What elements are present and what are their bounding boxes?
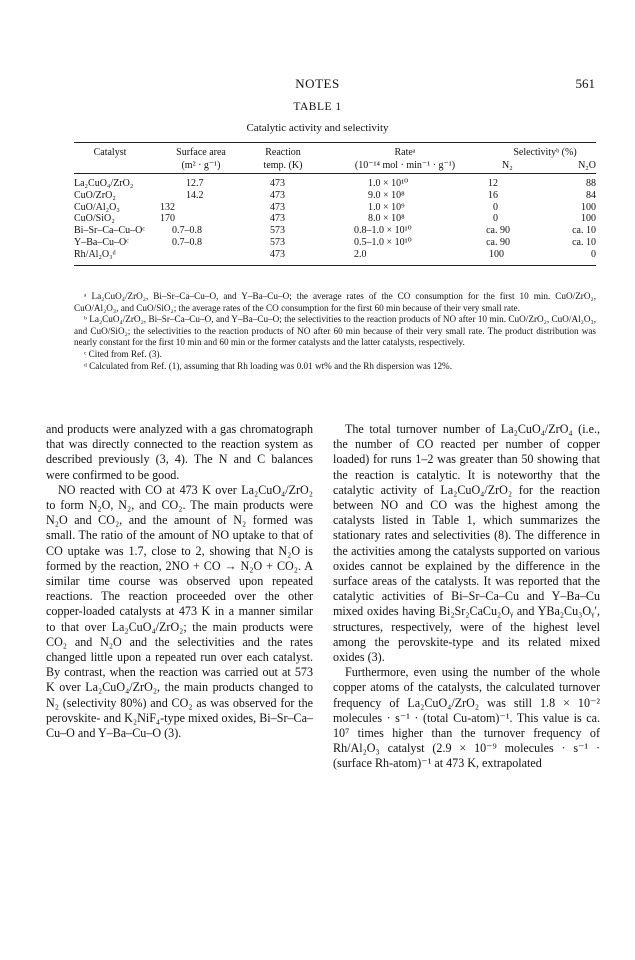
footnote-a: ᵃ La₂CuO₄/ZrO₂, Bi–Sr–Ca–Cu–O, and Y–Ba–Cu–O; the average rates of the CO consumption for the first 10 min. CuO/ZrO₂, CuO/Al₂O₃, and CuO/SiO₂; the average rates of the CO consumption for the first 60 min because of their very small rate. [74,291,596,313]
col-header-rate-unit: (10⁻¹⁴ mol · min⁻¹ · g⁻¹) [354,160,456,171]
cell-n2o: 100 [581,213,596,225]
cell-catalyst: Y–Ba–Cu–Oᶜ [74,236,129,248]
cell-surface-area: 0.7–0.8 [172,236,202,248]
cell-catalyst: CuO/SiO₂ [74,213,115,225]
table-footnotes [74,291,596,372]
cell-n2o: 88 [586,178,596,189]
cell-surface-area: 170 [160,213,175,225]
paragraph: NO reacted with CO at 473 K over La₂CuO₄/ZrO₂ to form N₂O, N₂, and CO₂. The main products were N₂O and CO₂, and the amount of N₂ formed was small. The ratio of the amount of NO uptake to that of CO uptake was 1.7, close to 2, showing that N₂O is formed by the reaction, 2NO + CO → N₂O + CO₂. A similar time course was observed upon repeated reactions. The reaction proceeded over the other copper-loaded catalysts at 473 K in a manner similar to that over La₂CuO₄/ZrO₂; the main products were CO₂ and N₂O and the selectivities and the rates changed little upon a repeated run over each catalyst. By contrast, when the reaction was carried out at 573 K over La₂CuO₄/ZrO₂, the main products changed to N₂ (selectivity 80%) and CO₂ as was observed for the perovskite- and K₂NiF₄-type mixed oxides, Bi–Sr–Ca–Cu–O and Y–Ba–Cu–O (3). [46,482,313,741]
col-header-surface-area-unit: (m² · g⁻¹) [181,160,221,171]
col-header-selectivity-label: Selectivityᵇ (%) [513,147,577,158]
cell-catalyst: Bi–Sr–Ca–Cu–Oᶜ [74,225,145,237]
data-table [74,142,596,266]
col-header-surface-area [160,146,242,172]
cell-n2o: 84 [586,189,596,201]
running-header [0,76,635,96]
col-header-rate-label: Rateᵃ [394,147,416,158]
col-header-reaction-temp-label: Reaction [265,147,301,158]
col-header-n2o: N₂O [578,160,596,171]
cell-temp: 473 [270,213,285,225]
running-title: NOTES [295,76,340,91]
cell-n2: 12 [488,178,498,189]
cell-n2: 0 [493,201,498,213]
cell-n2: 100 [489,248,504,260]
cell-temp: 473 [270,201,285,213]
cell-n2: 0 [493,213,498,225]
cell-n2o: 100 [581,201,596,213]
cell-rate: 1.0 × 10¹⁰ [368,178,409,189]
cell-catalyst: CuO/Al₂O₃ [74,201,120,213]
cell-catalyst: La₂CuO₄/ZrO₂ [74,178,134,189]
cell-catalyst: Rh/Al₂O₃ᵈ [74,248,116,260]
cell-temp: 473 [270,178,285,189]
page-number: 561 [575,76,595,91]
cell-temp: 473 [270,248,285,260]
cell-temp: 573 [270,225,285,237]
footnote-b: ᵇ La₂CuO₄/ZrO₂, Bi–Sr–Ca–Cu–O, and Y–Ba–Cu–O; the selectivities to the reaction products of NO after 10 min. CuO/ZrO₂, CuO/Al₂O₃, and CuO/SiO₂; the selectivities to the reaction products of NO after 60 min because of their very small rate. The product distribution was nearly constant for the first 10 min and 60 min or the former catalysts and the latter catalysts, respectively. [74,314,596,348]
cell-n2o: ca. 10 [572,225,596,237]
col-header-surface-area-label: Surface area [176,147,226,158]
table-row [74,190,596,202]
col-header-selectivity [494,146,596,172]
table-row [74,213,596,225]
cell-surface-area: 0.7–0.8 [172,225,202,237]
col-header-selectivity-sub [494,159,596,172]
table-row [74,202,596,214]
col-header-rate [330,146,480,172]
table-row [74,237,596,249]
col-header-catalyst-label: Catalyst [93,147,127,158]
footnote-d: ᵈ Calculated from Ref. (1), assuming that Rh loading was 0.01 wt% and the Rh dispersion was 12%. [84,360,452,371]
col-header-n2: N₂ [502,160,513,171]
table-row [74,249,596,261]
table-row [74,225,596,237]
table-header [74,143,596,173]
col-header-reaction-temp-unit: temp. (K) [263,160,303,171]
table-caption: Catalytic activity and selectivity [246,122,389,134]
cell-n2: ca. 90 [486,236,510,248]
paragraph: Furthermore, even using the number of the whole copper atoms of the catalysts, the calculated turnover frequency of La₂CuO₄/ZrO₂ was still 1.8 × 10⁻² molecules · s⁻¹ · (total Cu-atom)⁻¹. This value is ca. 10⁷ times higher than the turnover frequency of Rh/Al₂O₃ catalyst (2.9 × 10⁻⁹ molecules · s⁻¹ · (surface Rh-atom)⁻¹ at 473 K, extrapolated [333,665,600,771]
paragraph: and products were analyzed with a gas chromatograph that was directly connected to the reaction system as described previously (3, 4). The N and C balances were confirmed to be good. [46,422,313,482]
cell-temp: 473 [270,189,285,201]
paragraph: The total turnover number of La₂CuO₄/ZrO₄ (i.e., the number of CO reacted per number of copper loaded) for runs 1–2 was greater than 50 showing that the reaction is catalytic. It is noteworthy that the catalytic activity of La₂CuO₄/ZrO₂ for the reaction between NO and CO was the highest among the catalysts listed in Table 1, which summarizes the stationary rates and selectivities (8). The difference in the activities among the catalysts supported on various oxides cannot be explained by the difference in the surface areas of the catalysts. It was reported that the catalytic activities of Bi–Sr–Ca–Cu and Y–Ba–Cu mixed oxides having Bi₂Sr₂CaCu₂Oᵧ and YBa₂Cu₃Oᵧ′, structures, respectively, were of the highest level among the perovskite-type and its related mixed oxides (3). [333,422,600,665]
cell-rate: 0.5–1.0 × 10¹⁰ [354,236,412,248]
cell-rate: 9.0 × 10⁸ [368,189,405,201]
cell-n2o: ca. 10 [572,236,596,248]
table-bottom-rule [74,265,596,266]
cell-catalyst: CuO/ZrO₂ [74,189,116,201]
body-column-left [46,422,313,741]
footnote-c: ᶜ Cited from Ref. (3). [84,348,162,359]
cell-surface-area: 14.2 [186,189,204,201]
cell-surface-area: 12.7 [186,178,204,189]
table-row [74,178,596,190]
cell-surface-area: 132 [160,201,175,213]
cell-temp: 573 [270,236,285,248]
cell-rate: 8.0 × 10⁸ [368,213,405,225]
cell-rate: 2.0 [354,248,367,260]
body-column-right [333,422,600,772]
table-label: TABLE 1 [293,101,342,113]
cell-n2: ca. 90 [486,225,510,237]
col-header-catalyst [74,146,146,159]
col-header-reaction-temp [248,146,318,172]
cell-rate: 1.0 × 10⁹ [368,201,405,213]
cell-n2: 16 [488,189,498,201]
cell-n2o: 0 [591,248,596,260]
cell-rate: 0.8–1.0 × 10¹⁰ [354,225,412,237]
